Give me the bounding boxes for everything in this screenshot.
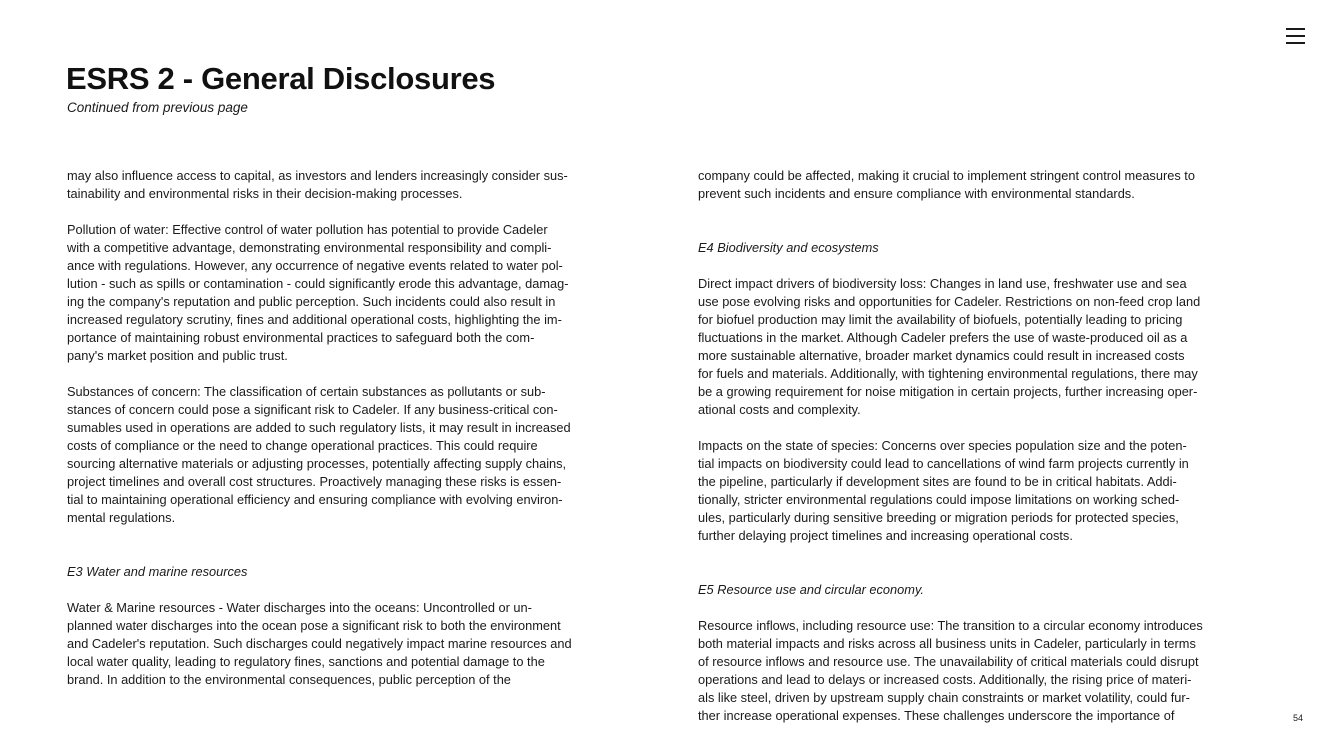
paragraph-company-affected: company could be affected, making it crucial to implement stringent control measures to prevent such incidents and ensure compliance with environmental standards. <box>698 168 1195 201</box>
right-column <box>698 167 1270 725</box>
left-column <box>67 167 639 689</box>
hamburger-menu-icon[interactable] <box>1286 27 1306 45</box>
paragraph-state-of-species: Impacts on the state of species: Concerns over species population size and the poten- tial impacts on biodiversity could lead to cancellations of wind farm projects currently in the pipeline, particularly if development sites are found to be in critical habitats. Addi- tionally, stricter environmental regulations could impose limitations on working sched- ules, particularly during sensitive breeding or migration periods for protected species, further delaying project timelines and increasing operational costs. <box>698 438 1189 543</box>
menu-bar-bottom <box>1286 42 1305 44</box>
section-heading-e3: E3 Water and marine resources <box>67 564 248 579</box>
page-subtitle: Continued from previous page <box>67 100 248 115</box>
section-e4 <box>698 221 1270 419</box>
menu-bar-middle <box>1286 35 1305 37</box>
paragraph-capital-access: may also influence access to capital, as investors and lenders increasingly consider sus- tainability and environmental risks in their decision-making processes. <box>67 168 568 201</box>
section-heading-e5: E5 Resource use and circular economy. <box>698 582 924 597</box>
page-title: ESRS 2 - General Disclosures <box>66 61 496 96</box>
section-e5 <box>698 563 1270 725</box>
paragraph-substances-of-concern: Substances of concern: The classification of certain substances as pollutants or sub- stances of concern could pose a significant risk to Cadeler. If any business-critical con- sumables used in operations are added to such regulatory lists, it may result in increased costs of compliance or the need to change operational practices. This could require sourcing alternative materials or adjusting processes, potentially affecting supply chains, project timelines and overall cost structures. Proactively managing these risks is essen- tial to maintaining operational efficiency and ensuring compliance with evolving environ- mental regulations. <box>67 384 571 525</box>
paragraph-biodiversity-loss: Direct impact drivers of biodiversity loss: Changes in land use, freshwater use and sea use pose evolving risks and opportunities for Cadeler. Restrictions on non-feed crop land for biofuel production may limit the availability of biofuels, potentially leading to pricing fluctuations in the market. Although Cadeler prefers the use of waste-produced oil as a more sustainable alternative, broader market dynamics could result in increased costs for fuels and materials. Additionally, with tightening environmental regulations, there may be a growing requirement for noise mitigation in certain projects, further increasing oper- ational costs and complexity. <box>698 276 1201 417</box>
section-e3 <box>67 545 639 689</box>
paragraph-water-discharges: Water & Marine resources - Water discharges into the oceans: Uncontrolled or un- planned water discharges into the ocean pose a significant risk to both the environment and Cadeler's reputation. Such discharges could negatively impact marine resources and local water quality, leading to regulatory fines, sanctions and potential damage to the brand. In addition to the environmental consequences, public perception of the <box>67 600 572 687</box>
menu-bar-top <box>1286 28 1305 30</box>
section-heading-e4: E4 Biodiversity and ecosystems <box>698 240 879 255</box>
paragraph-pollution-of-water: Pollution of water: Effective control of water pollution has potential to provide Cadeler with a competitive advantage, demonstrating environmental responsibility and compli- ance with regulations. However, any occurrence of negative events related to water pol- lution - such as spills or contamination - could significantly erode this advantage, damag- ing the company's reputation and public perception. Such incidents could also result in increased regulatory scrutiny, fines and additional operational costs, highlighting the im- portance of maintaining robust environmental practices to safeguard both the com- pany's market position and public trust. <box>67 222 569 363</box>
page-number: 54 <box>1293 713 1304 723</box>
paragraph-resource-inflows: Resource inflows, including resource use: The transition to a circular economy introduces both material impacts and risks across all business units in Cadeler, particularly in terms of resource inflows and resource use. The unavailability of critical materials could disrupt operations and lead to delays or increased costs. Additionally, the rising price of materi- als like steel, driven by upstream supply chain constraints or market volatility, could fur- ther increase operational expenses. These challenges underscore the importance of <box>698 618 1203 723</box>
